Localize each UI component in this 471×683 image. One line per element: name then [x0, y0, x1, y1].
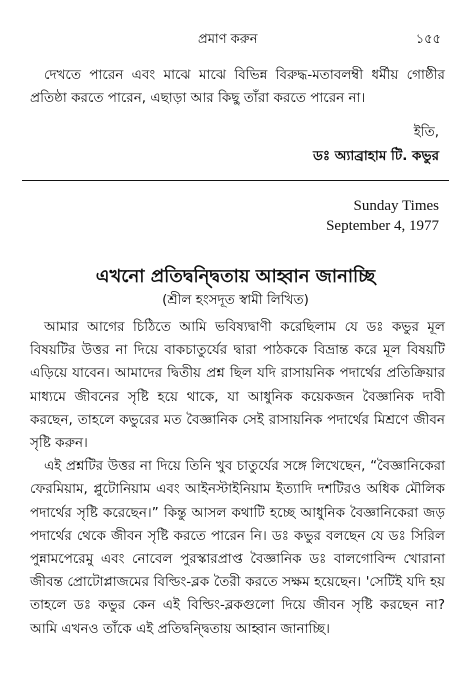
publication-date: September 4, 1977	[326, 218, 439, 234]
article-paragraph: আমার আগের চিঠিতে আমি ভবিষ্যদ্বাণী করেছিলাম যে ডঃ কভুর মূল বিষয়টির উত্তর না দিয়ে বাকচাতুর্যের দ্বারা পাঠককে বিভ্রান্ত করে মূল বিষয়টি এড়িয়ে যাবেন। আমাদের দ্বিতীয় প্রশ্ন ছিল যদি রাসায়নিক পদার্থের প্রতিক্রিয়ার মাধ্যমে জীবনের সৃষ্টি হয়ে থাকে, যা আধুনিক কয়েকজন বৈজ্ঞানিক দাবী করছেন, তাহলে কভুরের মত বৈজ্ঞানিক সেই রাসায়নিক পদার্থের মিশ্রণে জীবন সৃষ্টি করুন।	[30, 319, 445, 452]
signature: ডঃ অ্যাব্রাহাম টি. কভুর	[312, 148, 439, 164]
running-title: প্রমাণ করুন	[198, 32, 258, 47]
newspaper-name: Sunday Times	[353, 198, 439, 214]
section-divider	[22, 180, 449, 181]
closing-word: ইতি,	[413, 124, 439, 140]
article-body	[30, 316, 445, 641]
previous-letter-ending	[30, 64, 445, 110]
letter-closing	[313, 120, 439, 168]
page-number: ১৫৫	[415, 32, 441, 47]
page-header	[0, 30, 471, 52]
article-byline: (শ্রীল হংসদূত স্বামী লিখিত)	[162, 292, 309, 308]
previous-letter-paragraph: দেখতে পারেন এবং মাঝে মাঝে বিভিন্ন বিরুদ্ধ-মতাবলম্বী ধর্মীয় গোষ্ঠীর প্রতিষ্ঠা করতে পারেন, এছাড়া আর কিছু তাঁরা করতে পারেন না।	[30, 67, 445, 106]
article-title: এখনো প্রতিদ্বন্দ্বিতায় আহ্বান জানাচ্ছি	[95, 266, 376, 287]
source-citation	[326, 196, 439, 236]
article-paragraph: এই প্রশ্নটির উত্তর না দিয়ে তিনি খুব চাতুর্যের সঙ্গে লিখেছেন, “বৈজ্ঞানিকেরা ফেরমিয়াম, প্লুটোনিয়াম এবং আইনস্টাইনিয়াম ইত্যাদি দশটিরও অধিক মৌলিক পদার্থের সৃষ্টি করেছেন।” কিন্তু আসল কথাটি হচ্ছে আধুনিক বৈজ্ঞানিকেরা জড় পদার্থের থেকে জীবন সৃষ্টি করতে পারেন নি। ডঃ কভুর বলছেন যে ডঃ সিরিল পুন্নামপেরেমু এবং নোবেল পুরস্কারপ্রাপ্ত বৈজ্ঞানিক ডঃ বালগোবিন্দ খোরানা জীবন্ত প্রোটোপ্লাজমের বিল্ডিং-ব্লক তৈরী করতে সক্ষম হয়েছেন। 'সেটিই যদি হয় তাহলে ডঃ কভুর কেন এই বিল্ডিং-ব্লকগুলো দিয়ে জীবন সৃষ্টি করছেন না? আমি এখনও তাঁকে এই প্রতিদ্বন্দ্বিতায় আহ্বান জানাচ্ছি।	[30, 458, 445, 637]
